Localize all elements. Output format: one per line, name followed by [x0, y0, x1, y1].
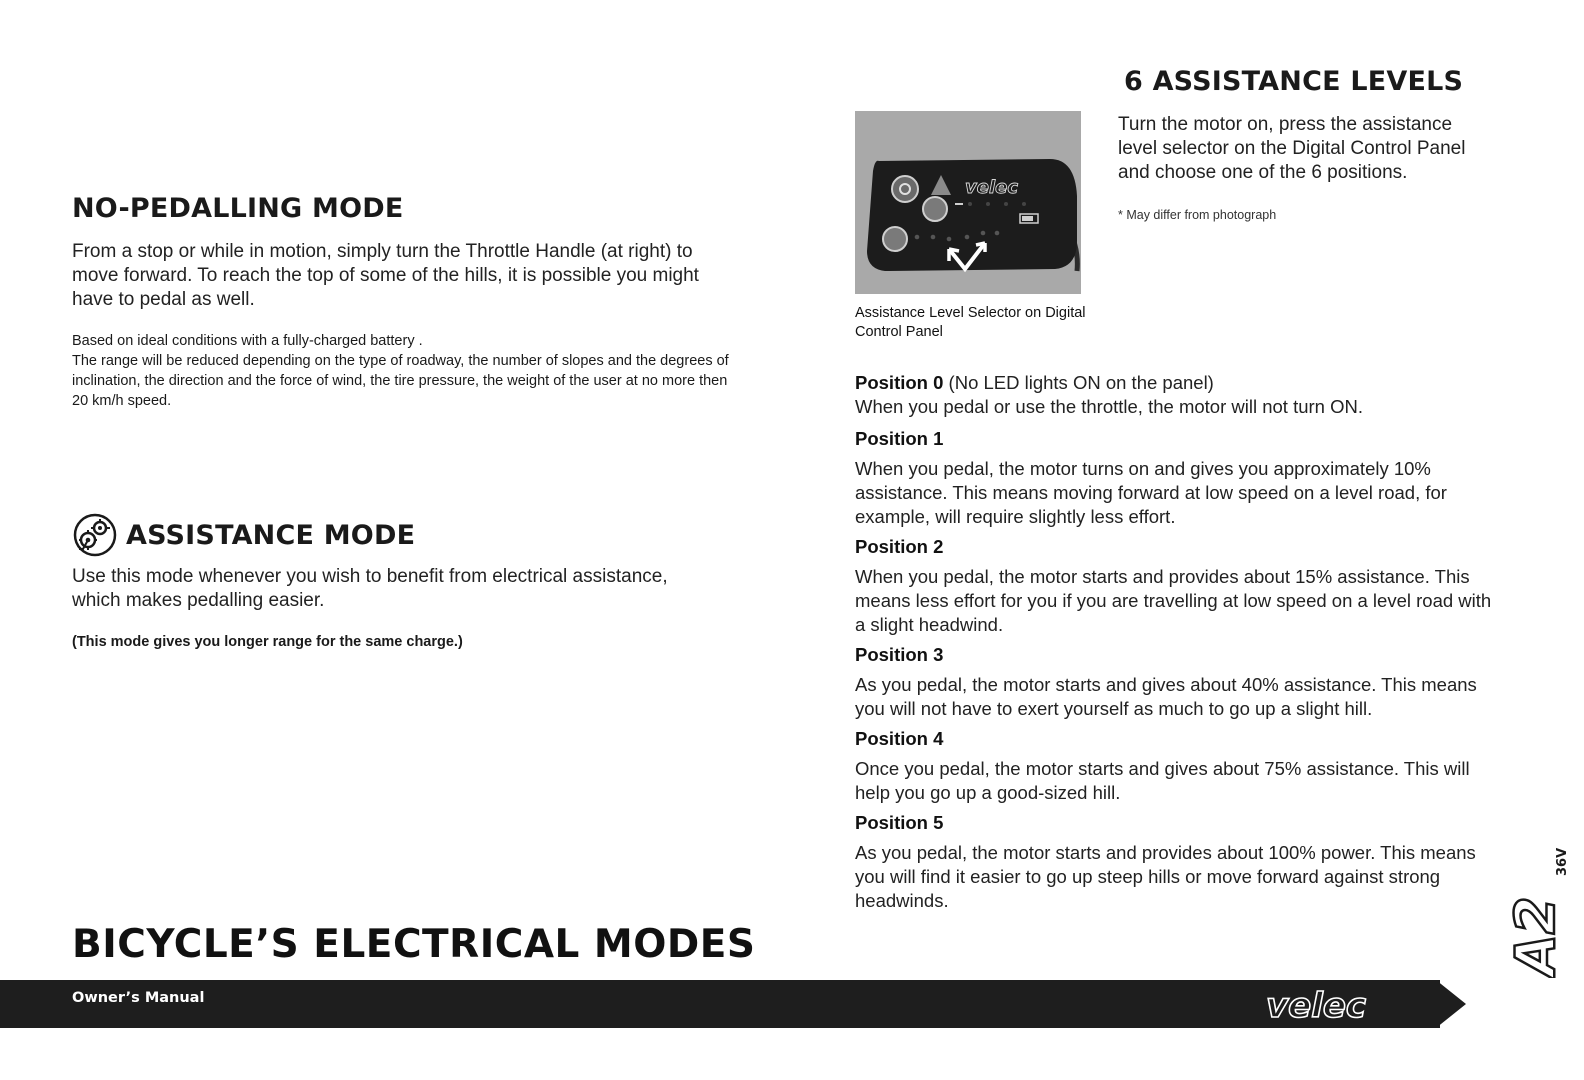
position-label: Position 5 [855, 812, 944, 833]
footer-label: Owner’s Manual [72, 990, 205, 1006]
velec-logo-text: velec [1266, 986, 1367, 1023]
photo-disclaimer: * May differ from photograph [1118, 207, 1277, 222]
panel-brand-text: velec [965, 177, 1018, 198]
position-item [855, 727, 1495, 805]
control-panel-photo [855, 111, 1081, 294]
position-label: Position 3 [855, 644, 944, 665]
position-item [855, 371, 1495, 419]
position-description: When you pedal or use the throttle, the motor will not turn ON. [855, 396, 1363, 417]
position-description: As you pedal, the motor starts and provides about 100% power. This means you will find it easier to go up steep hills or move forward against strong headwinds. [855, 842, 1476, 911]
no-pedalling-heading: NO-PEDALLING MODE [72, 193, 404, 224]
gear-pedal-icon [73, 513, 117, 557]
position-description: When you pedal, the motor starts and provides about 15% assistance. This means less effort for you if you are travelling at low speed on a level road with a slight headwind. [855, 566, 1492, 635]
position-description: As you pedal, the motor starts and gives about 40% assistance. This means you will not have to exert yourself as much to go up a slight hill. [855, 674, 1477, 719]
page-title: BICYCLE’S ELECTRICAL MODES [72, 922, 756, 967]
position-description: When you pedal, the motor turns on and gives you approximately 10% assistance. This means moving forward at low speed on a level road, for example, will require slightly less effort. [855, 458, 1447, 527]
assistance-levels-body: Turn the motor on, press the assistance level selector on the Digital Control Panel and choose one of the 6 positions. [1118, 114, 1466, 183]
position-item [855, 535, 1495, 637]
position-label: Position 0 [855, 372, 944, 393]
model-badge [1510, 838, 1570, 978]
footer-bar [0, 980, 1440, 1028]
position-0-inline-note: (No LED lights ON on the panel) [943, 372, 1214, 393]
position-label: Position 1 [855, 428, 944, 449]
assistance-mode-heading: ASSISTANCE MODE [126, 520, 416, 551]
position-label: Position 2 [855, 536, 944, 557]
position-item [855, 643, 1495, 721]
position-item [855, 427, 1495, 529]
model-name: A2 [1510, 896, 1567, 976]
range-note-line1: Based on ideal conditions with a fully-charged battery . [72, 333, 423, 349]
position-label: Position 4 [855, 728, 944, 749]
assistance-mode-body: Use this mode whenever you wish to benefit from electrical assistance, which makes pedalling easier. [72, 566, 668, 611]
positions-list [855, 371, 1495, 919]
footer-arrow-shape [1436, 980, 1466, 1028]
assistance-levels-heading: 6 ASSISTANCE LEVELS [1124, 66, 1464, 97]
range-note-line2: The range will be reduced depending on the type of roadway, the number of slopes and the degrees of inclination, the direction and the force of wind, the tire pressure, the weight of the user at no more then 20 km/h speed. [72, 353, 729, 409]
position-description: Once you pedal, the motor starts and gives about 75% assistance. This will help you go up a good-sized hill. [855, 758, 1470, 803]
assistance-mode-note: (This mode gives you longer range for the same charge.) [72, 634, 463, 650]
velec-logo [1262, 985, 1412, 1023]
position-item [855, 811, 1495, 913]
photo-caption: Assistance Level Selector on Digital Control Panel [855, 305, 1086, 340]
position-0-header [855, 371, 1495, 395]
no-pedalling-body: From a stop or while in motion, simply turn the Throttle Handle (at right) to move forward. To reach the top of some of the hills, it is possible you might have to pedal as well. [72, 241, 699, 310]
voltage-label: 36V [1555, 847, 1570, 876]
range-note [72, 331, 732, 411]
